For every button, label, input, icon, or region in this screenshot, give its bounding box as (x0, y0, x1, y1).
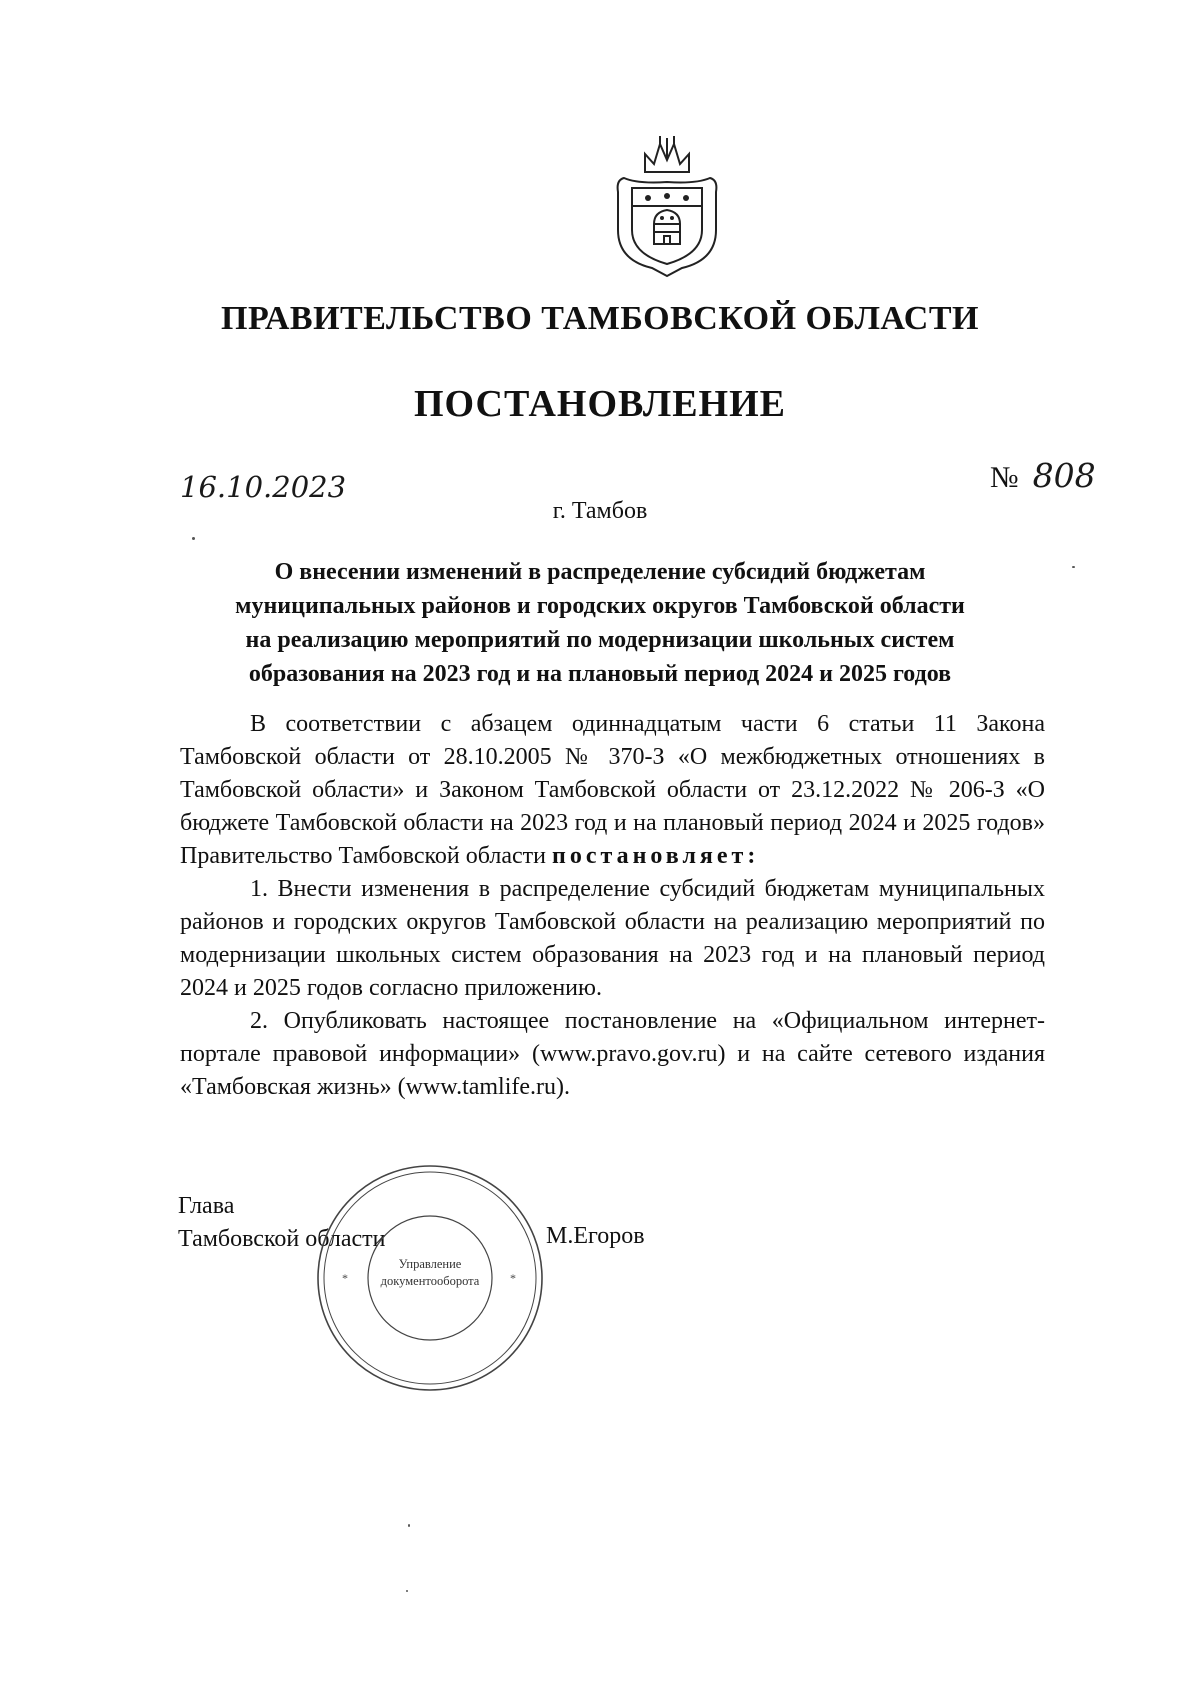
document-number-handwritten: 808 (1032, 456, 1096, 495)
document-type-heading: ПОСТАНОВЛЕНИЕ (413, 383, 787, 425)
signatory-name: М.Егоров (546, 1223, 645, 1249)
preamble-paragraph (180, 708, 1045, 873)
scan-speck (408, 1524, 410, 1527)
document-subject (200, 555, 1000, 691)
subject-line: образования на 2023 год и на плановый период 2024 и 2025 годов (248, 661, 952, 687)
stamp-inner-line-2: документооборота (380, 1274, 480, 1288)
signatory-title-line-1: Глава (178, 1193, 235, 1219)
coat-of-arms-emblem (612, 132, 722, 280)
svg-text:*: * (510, 1271, 516, 1285)
stamp-inner-line-1: Управление (398, 1257, 462, 1271)
decree-word: постановляет: (552, 843, 760, 869)
item-2-paragraph: 2. Опубликовать настоящее постановление на «Официальном интернет-портале правовой информации» (www.pravo.gov.ru) и на сайте сетевого издания «Тамбовская жизнь» (www.tamlife.ru). (180, 1008, 1045, 1100)
subject-line: О внесении изменений в распределение субсидий бюджетам (274, 559, 926, 585)
scan-speck (1072, 566, 1075, 568)
svg-text:*: * (342, 1271, 348, 1285)
subject-line: муниципальных районов и городских округов Тамбовской области (235, 593, 965, 619)
document-date-handwritten: 16.10.2023 (180, 470, 347, 504)
preamble-text: В соответствии с абзацем одиннадцатым части 6 статьи 11 Закона Тамбовской области от 28.10.2005 № 370-З «О межбюджетных отношениях в Тамбовской области» и Законом Тамбовской области от 23.12.2022 № 206-З «О бюджете Тамбовской области на 2023 год и на плановый период 2024 и 2025 годов» Правительство Тамбовской области (180, 711, 1045, 869)
subject-line: на реализацию мероприятий по модернизации школьных систем (245, 627, 955, 653)
scan-speck (192, 537, 195, 540)
organization-title: ПРАВИТЕЛЬСТВО ТАМБОВСКОЙ ОБЛАСТИ (221, 300, 979, 337)
number-sign: № (990, 461, 1019, 494)
stamp-inner-text (356, 1256, 504, 1290)
scan-speck (406, 1590, 408, 1592)
item-1-paragraph: 1. Внести изменения в распределение субсидий бюджетам муниципальных районов и городских округов Тамбовской области на реализацию мероприятий по модернизации школьных систем образования на 2023 год и на плановый период 2024 и 2025 годов согласно приложению. (180, 876, 1045, 1001)
document-body (180, 708, 1045, 1104)
document-city: г. Тамбов (552, 498, 648, 524)
signatory-title-line-2: Тамбовской области (178, 1226, 386, 1252)
document-number (990, 456, 1096, 495)
